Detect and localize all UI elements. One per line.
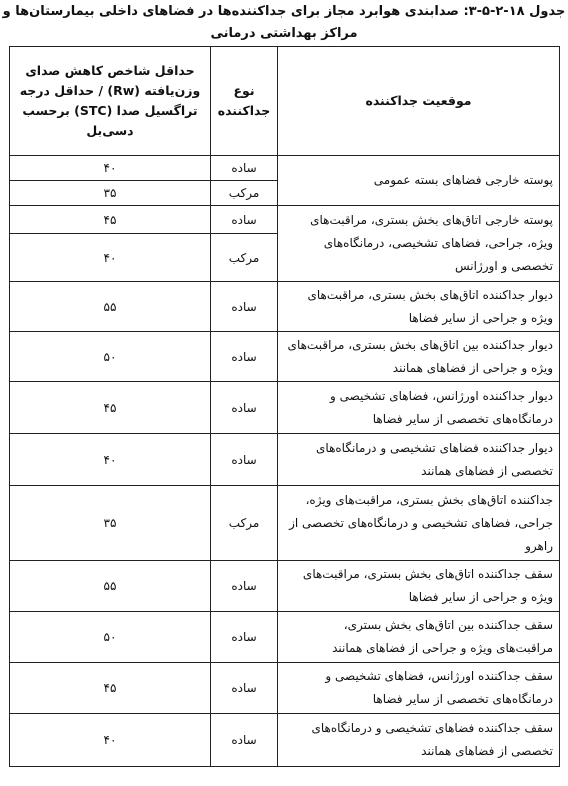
value-cell: ۳۵ (10, 486, 211, 561)
type-cell: ساده (211, 206, 278, 234)
type-cell: ساده (211, 282, 278, 332)
caption-line-2: مراکز بهداشتی درمانی (210, 26, 358, 41)
location-cell: دیوار جداکننده فضاهای تشخیصی و درمانگاه‌های تخصصی از فضاهای همانند (278, 434, 560, 486)
type-cell: ساده (211, 382, 278, 434)
value-cell: ۴۵ (10, 206, 211, 234)
table-row (10, 206, 560, 234)
value-cell: ۴۰ (10, 434, 211, 486)
location-cell: سقف جداکننده فضاهای تشخیصی و درمانگاه‌های تخصصی از فضاهای همانند (278, 714, 560, 767)
type-cell: مرکب (211, 234, 278, 282)
value-cell: ۴۰ (10, 714, 211, 767)
type-cell: ساده (211, 156, 278, 181)
location-cell: پوسته خارجی فضاهای بسته عمومی (278, 156, 560, 206)
location-cell: پوسته خارجی اتاق‌های بخش بستری، مراقبت‌های ویژه، جراحی، فضاهای تشخیصی، درمانگاه‌های تخصصی و اورژانس (278, 206, 560, 282)
value-cell: ۴۰ (10, 234, 211, 282)
caption-line-1: جدول ۱۸-۲-۵-۳: صدابندی هوابرد مجاز برای جداکننده‌ها در فضاهای داخلی بیمارستان‌ها و (2, 4, 566, 19)
location-cell: دیوار جداکننده اورژانس، فضاهای تشخیصی و درمانگاه‌های تخصصی از سایر فضاها (278, 382, 560, 434)
location-cell: دیوار جداکننده اتاق‌های بخش بستری، مراقبت‌های ویژه و جراحی از سایر فضاها (278, 282, 560, 332)
type-cell: مرکب (211, 486, 278, 561)
header-type: نوع جداکننده (211, 47, 278, 156)
type-cell: ساده (211, 612, 278, 663)
table-row (10, 434, 560, 486)
value-cell: ۴۵ (10, 663, 211, 714)
value-cell: ۵۵ (10, 561, 211, 612)
location-cell: سقف جداکننده بین اتاق‌های بخش بستری، مراقبت‌های ویژه و جراحی از فضاهای همانند (278, 612, 560, 663)
acoustic-requirements-table (9, 46, 560, 767)
location-cell: سقف جداکننده اورژانس، فضاهای تشخیصی و درمانگاه‌های تخصصی از سایر فضاها (278, 663, 560, 714)
table-row (10, 156, 560, 181)
location-cell: سقف جداکننده اتاق‌های بخش بستری، مراقبت‌های ویژه و جراحی از سایر فضاها (278, 561, 560, 612)
type-cell: ساده (211, 714, 278, 767)
table-row (10, 332, 560, 382)
value-cell: ۵۰ (10, 612, 211, 663)
table-caption (0, 0, 568, 45)
table-row (10, 282, 560, 332)
type-cell: ساده (211, 561, 278, 612)
table-row (10, 382, 560, 434)
header-value: حداقل شاخص کاهش صدای وزن‌یافته (Rw) / حداقل درجه تراگسیل صدا (STC) برحسب دسی‌بل (10, 47, 211, 156)
location-cell: دیوار جداکننده بین اتاق‌های بخش بستری، مراقبت‌های ویژه و جراحی از فضاهای همانند (278, 332, 560, 382)
table-row (10, 486, 560, 561)
table-row (10, 612, 560, 663)
type-cell: مرکب (211, 181, 278, 206)
table-row (10, 561, 560, 612)
value-cell: ۵۰ (10, 332, 211, 382)
value-cell: ۵۵ (10, 282, 211, 332)
table-body (10, 156, 560, 767)
header-row (10, 47, 560, 156)
location-cell: جداکننده اتاق‌های بخش بستری، مراقبت‌های ویژه، جراحی، فضاهای تشخیصی و درمانگاه‌های تخصصی از راهرو (278, 486, 560, 561)
value-cell: ۴۵ (10, 382, 211, 434)
table-row (10, 714, 560, 767)
type-cell: ساده (211, 663, 278, 714)
value-cell: ۳۵ (10, 181, 211, 206)
type-cell: ساده (211, 332, 278, 382)
type-cell: ساده (211, 434, 278, 486)
value-cell: ۴۰ (10, 156, 211, 181)
table-row (10, 663, 560, 714)
header-location: موقعیت جداکننده (278, 47, 560, 156)
